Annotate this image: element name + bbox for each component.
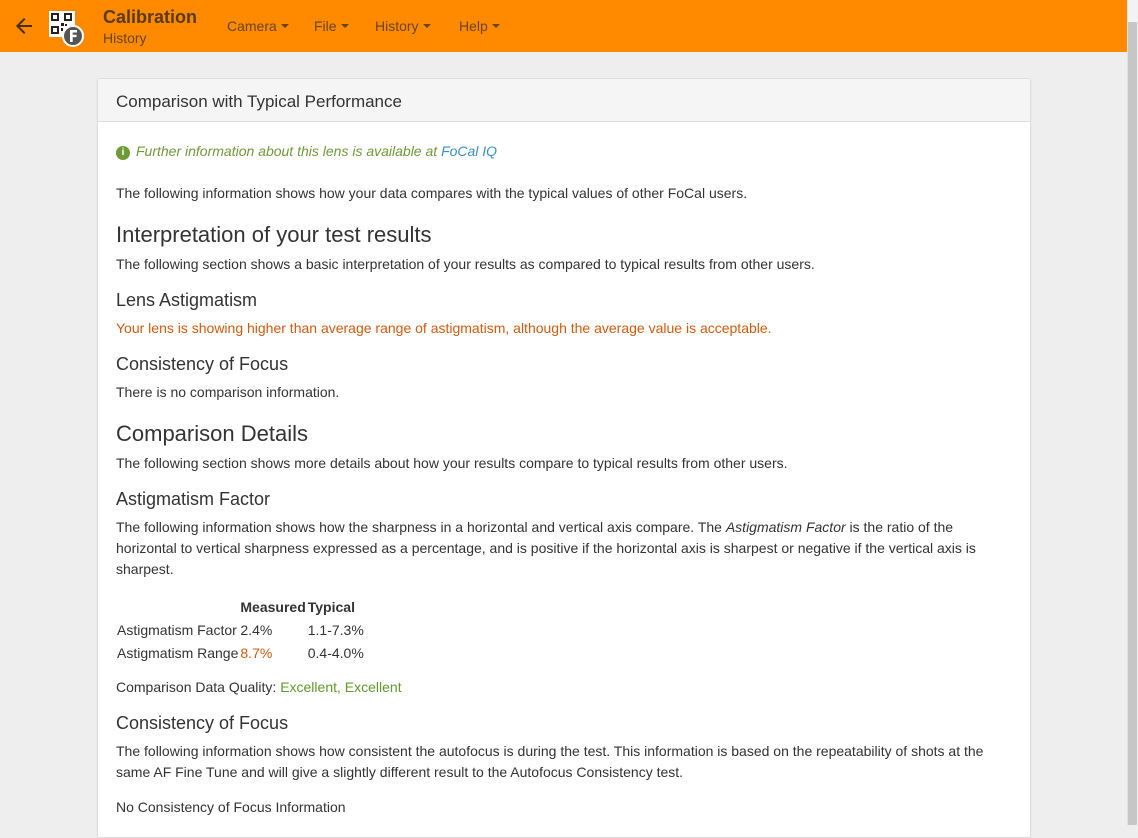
- table-header-empty: [117, 596, 240, 618]
- menu-history[interactable]: [375, 18, 431, 34]
- row-label: Astigmatism Range: [117, 644, 239, 661]
- astig-text-part4: sharpest.: [116, 561, 174, 577]
- menu-help[interactable]: [459, 18, 500, 34]
- menu-file-label: File: [314, 18, 337, 34]
- data-quality-line: [116, 677, 402, 698]
- astig-text-part3: horizontal to vertical sharpness expressed as a percentage, and is positive if the horizontal axis is sharpest or negative if the vertical axis is: [116, 540, 976, 556]
- app-subtitle: History: [103, 30, 147, 46]
- menu-camera-label: Camera: [227, 18, 277, 34]
- info-message: [116, 143, 497, 160]
- menu-file[interactable]: [314, 18, 349, 34]
- astig-text-part2: is the ratio of the: [849, 519, 954, 535]
- menu-help-label: Help: [459, 18, 488, 34]
- row-label: Astigmatism Factor: [117, 621, 237, 638]
- row-measured: 2.4%: [240, 621, 273, 638]
- app-title[interactable]: Calibration: [103, 7, 198, 27]
- info-text: Further information about this lens is available at: [136, 143, 438, 159]
- info-circle-icon: i: [116, 146, 130, 160]
- intro-text: The following information shows how your data compares with the typical values of other FoCal users.: [116, 185, 748, 201]
- consistency-heading: Consistency of Focus: [116, 354, 289, 374]
- scrollbar-thumb[interactable]: [1128, 22, 1137, 825]
- caret-down-icon: [341, 24, 349, 28]
- no-consistency-info: No Consistency of Focus Information: [116, 799, 346, 815]
- comparison-panel: [97, 78, 1031, 838]
- table-row: [117, 618, 366, 641]
- astigmatism-factor-heading: Astigmatism Factor: [116, 489, 271, 509]
- focal-iq-link[interactable]: FoCal IQ: [441, 143, 498, 159]
- consistency-text: There is no comparison information.: [116, 384, 340, 400]
- table-header-row: [117, 596, 366, 618]
- astigmatism-factor-description: [116, 517, 1016, 580]
- astig-text-em: Astigmatism Factor: [725, 519, 846, 535]
- row-typical: 1.1-7.3%: [307, 621, 364, 638]
- back-arrow-icon[interactable]: [12, 14, 36, 38]
- table-header-typical: Typical: [307, 599, 355, 615]
- comparison-details-heading: Comparison Details: [116, 421, 308, 446]
- interpretation-text: The following section shows a basic interpretation of your results as compared to typical results from other users.: [116, 256, 815, 272]
- astigmatism-table: [117, 596, 366, 664]
- astig-text-part1: The following information shows how the sharpness in a horizontal and vertical axis compare. The: [116, 519, 722, 535]
- comparison-details-text: The following section shows more details about how your results compare to typical results from other users.: [116, 455, 788, 471]
- focal-qr-logo[interactable]: [49, 11, 85, 47]
- page-scrollbar[interactable]: [1127, 0, 1138, 825]
- lens-astigmatism-heading: Lens Astigmatism: [116, 290, 258, 310]
- lens-astigmatism-warning: Your lens is showing higher than average range of astigmatism, although the average value is acceptable.: [116, 320, 772, 336]
- consistency-focus-description: [116, 741, 1016, 783]
- caret-down-icon: [492, 24, 500, 28]
- data-quality-value: Excellent, Excellent: [280, 679, 402, 695]
- menu-camera[interactable]: [227, 18, 289, 34]
- consistency-focus-heading: Consistency of Focus: [116, 713, 289, 733]
- top-navbar: [0, 0, 1138, 52]
- table-row: [117, 641, 366, 664]
- menu-history-label: History: [375, 18, 419, 34]
- table-header-measured: Measured: [240, 599, 306, 615]
- row-typical: 0.4-4.0%: [307, 644, 364, 661]
- consistency-text-part2: same AF Fine Tune and will give a slightly different result to the Autofocus Consistency test.: [116, 764, 684, 780]
- interpretation-heading: Interpretation of your test results: [116, 222, 432, 247]
- consistency-text-part1: The following information shows how consistent the autofocus is during the test. This information is based on the repeatability of shots at the: [116, 743, 984, 759]
- caret-down-icon: [281, 24, 289, 28]
- data-quality-label: Comparison Data Quality:: [116, 679, 277, 695]
- caret-down-icon: [423, 24, 431, 28]
- row-measured: 8.7%: [240, 644, 273, 661]
- panel-title: Comparison with Typical Performance: [98, 79, 1030, 122]
